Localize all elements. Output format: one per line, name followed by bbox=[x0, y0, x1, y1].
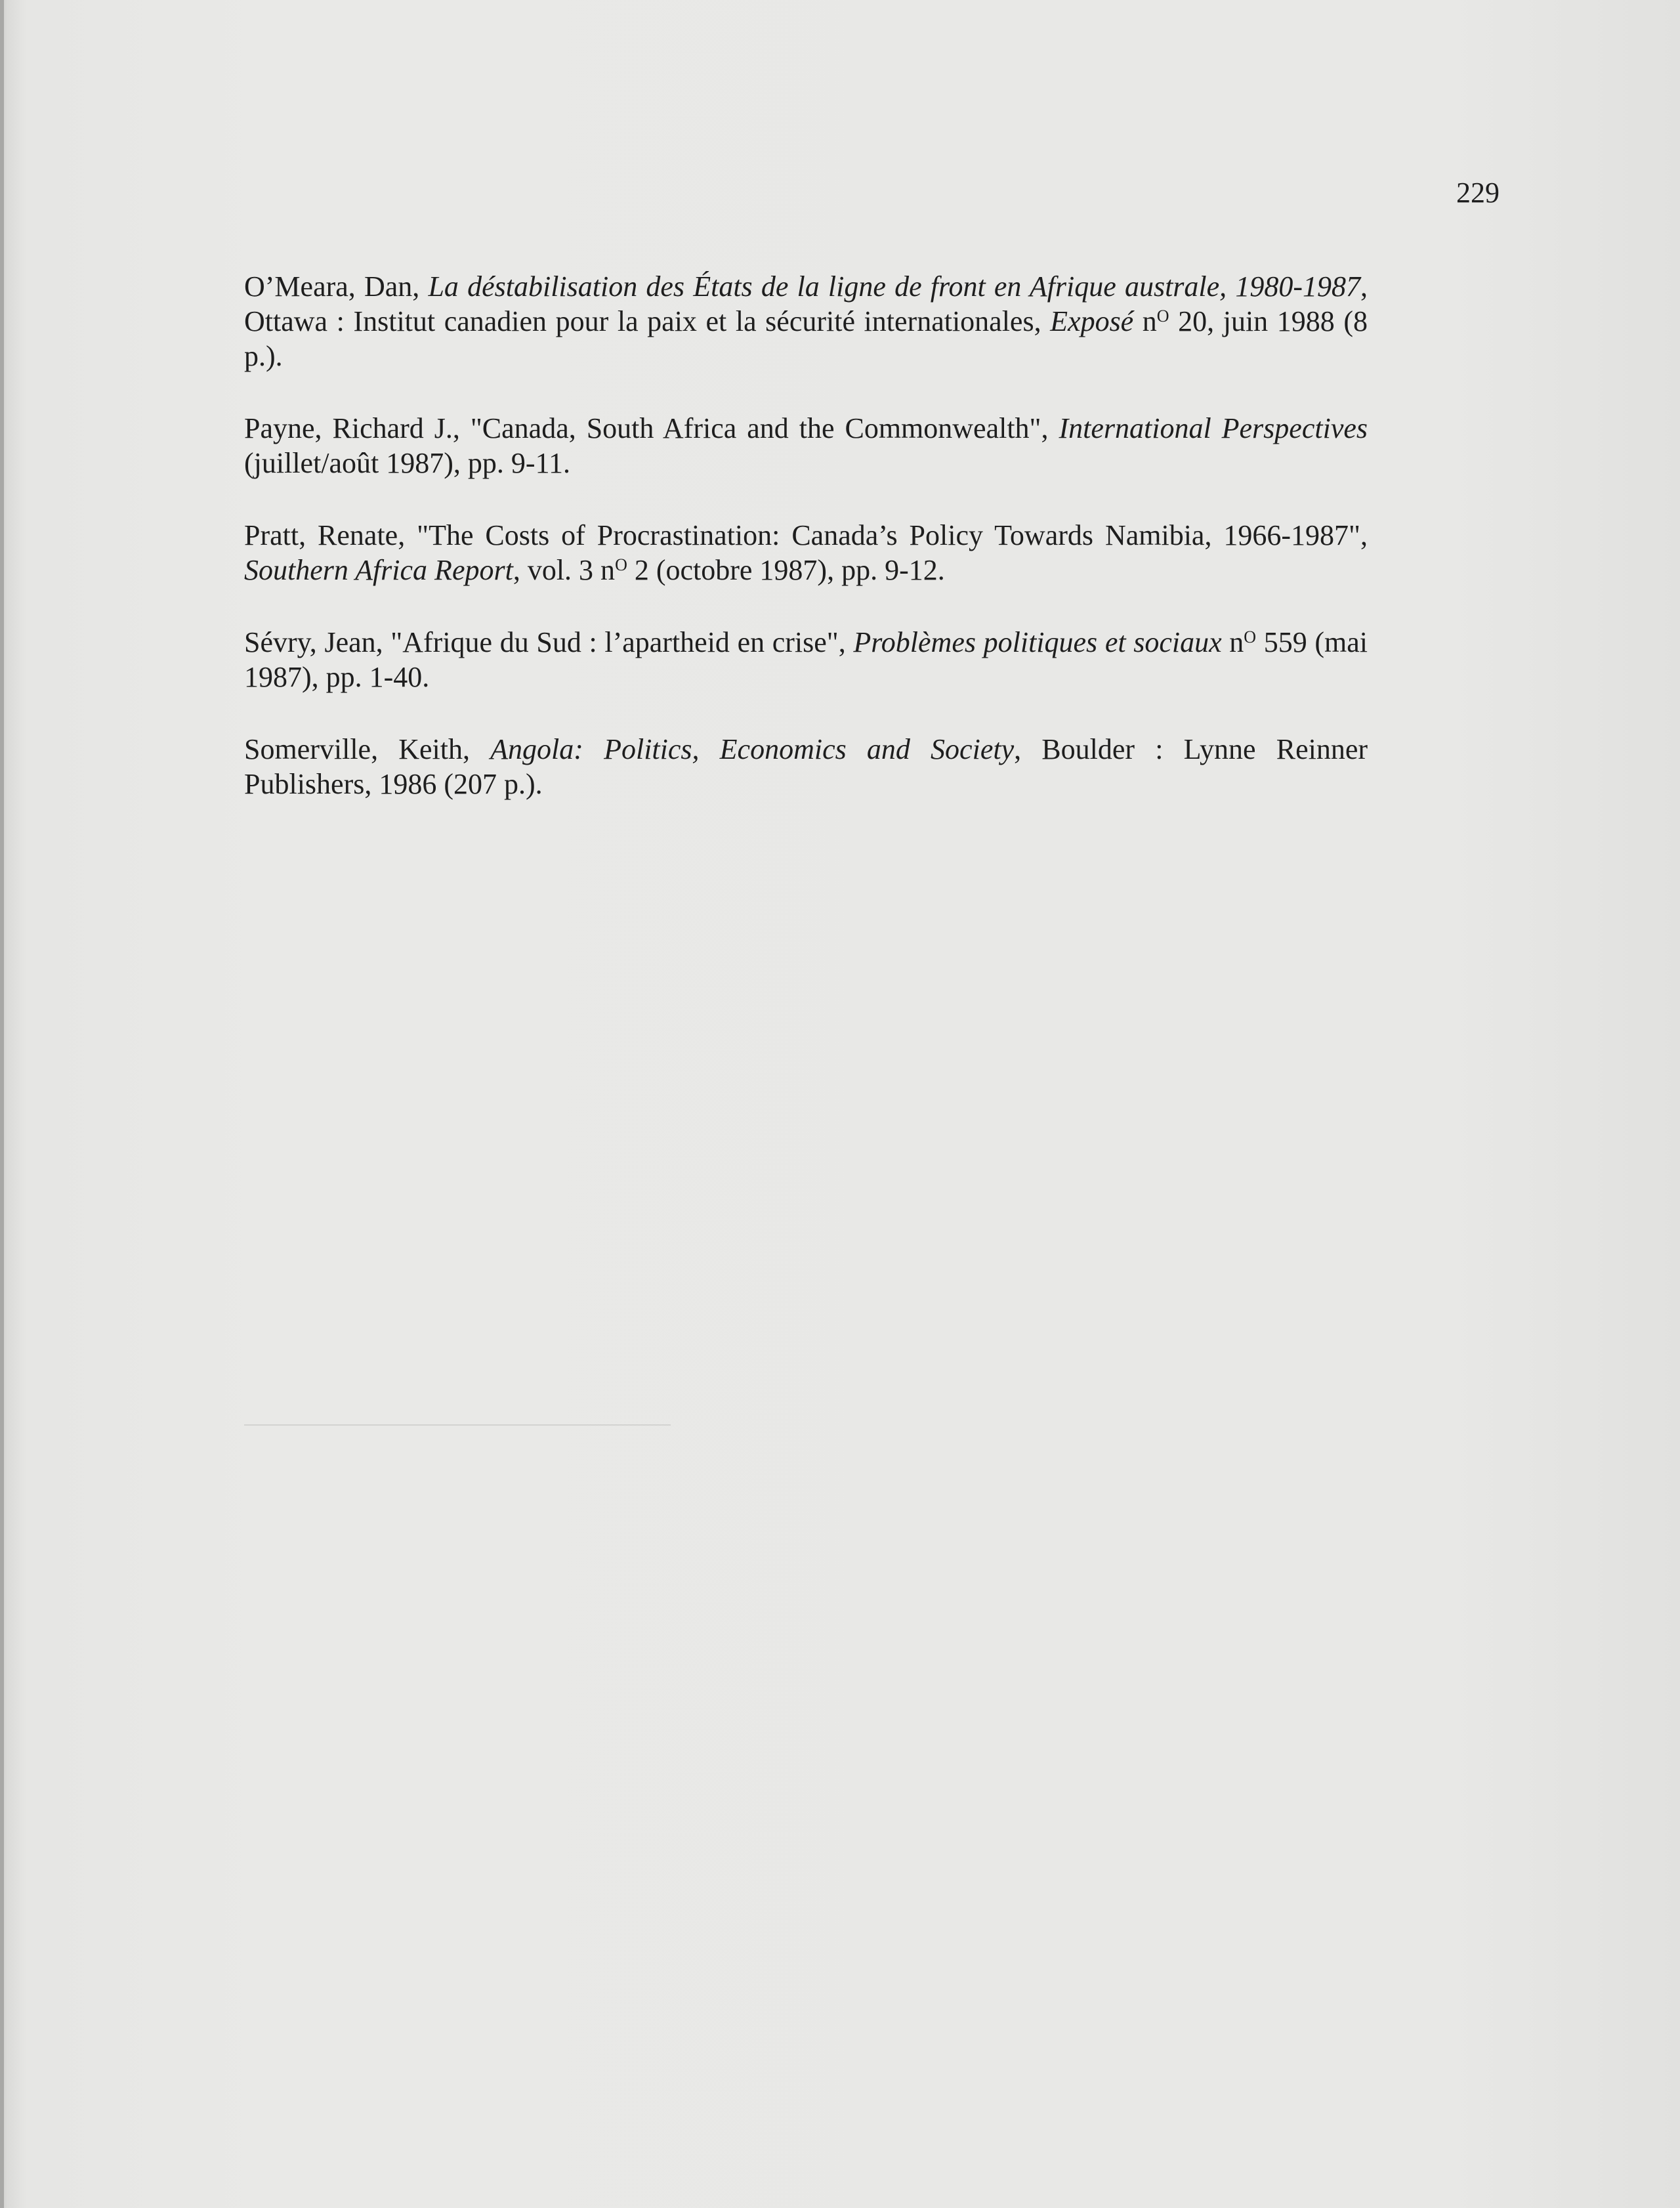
entry-details: (juillet/août 1987), pp. 9-11. bbox=[244, 447, 570, 479]
entry-author: Payne, Richard J., "Canada, South Africa and the Commonwealth", bbox=[244, 412, 1049, 444]
entry-number-sup: O bbox=[1244, 627, 1257, 647]
bibliography-entry bbox=[244, 625, 1368, 694]
entry-publisher: , Ottawa : Institut canadien pour la paix et la sécurité internationales, bbox=[244, 270, 1368, 337]
entry-number-abbr: n bbox=[1142, 305, 1157, 337]
bibliography-entry bbox=[244, 411, 1368, 480]
entry-number-abbr: n bbox=[1229, 626, 1244, 658]
entry-title: Angola: Politics, Economics and Society bbox=[490, 733, 1015, 765]
entry-volume: , vol. 3 n bbox=[513, 554, 616, 586]
bibliography-entry bbox=[244, 269, 1368, 373]
entry-author: O’Meara, Dan, bbox=[244, 270, 420, 303]
page-edge bbox=[0, 0, 4, 2208]
entry-author: Somerville, Keith, bbox=[244, 733, 470, 765]
entry-journal: International Perspectives bbox=[1059, 412, 1368, 444]
entry-details: 20, juin 1988 (8 p.). bbox=[244, 305, 1368, 372]
entry-details: 2 (octobre 1987), pp. 9-12. bbox=[627, 554, 945, 586]
entry-details: , Boulder : Lynne Reinner Publishers, 1986 (207 p.). bbox=[244, 733, 1368, 800]
entry-author: Sévry, Jean, "Afrique du Sud : l’apartheid en crise", bbox=[244, 626, 846, 658]
entry-title: La déstabilisation des États de la ligne de front en Afrique australe, 1980-1987 bbox=[428, 270, 1360, 303]
entry-author: Pratt, Renate, "The Costs of Procrastination: Canada’s Policy Towards Namibia, 1966-1987", bbox=[244, 519, 1368, 551]
entry-journal: Southern Africa Report bbox=[244, 554, 513, 586]
entry-journal: Problèmes politiques et sociaux bbox=[853, 626, 1222, 658]
bibliography-entry bbox=[244, 732, 1368, 801]
entry-number-sup: O bbox=[615, 555, 627, 574]
bleed-through-rule bbox=[244, 1424, 671, 1426]
bibliography-entry bbox=[244, 518, 1368, 587]
page-number: 229 bbox=[1456, 177, 1500, 209]
entry-series: Exposé bbox=[1050, 305, 1134, 337]
entry-number-sup: O bbox=[1156, 307, 1169, 326]
bibliography-list bbox=[244, 269, 1368, 839]
entry-details: 559 (mai 1987), pp. 1-40. bbox=[244, 626, 1368, 693]
